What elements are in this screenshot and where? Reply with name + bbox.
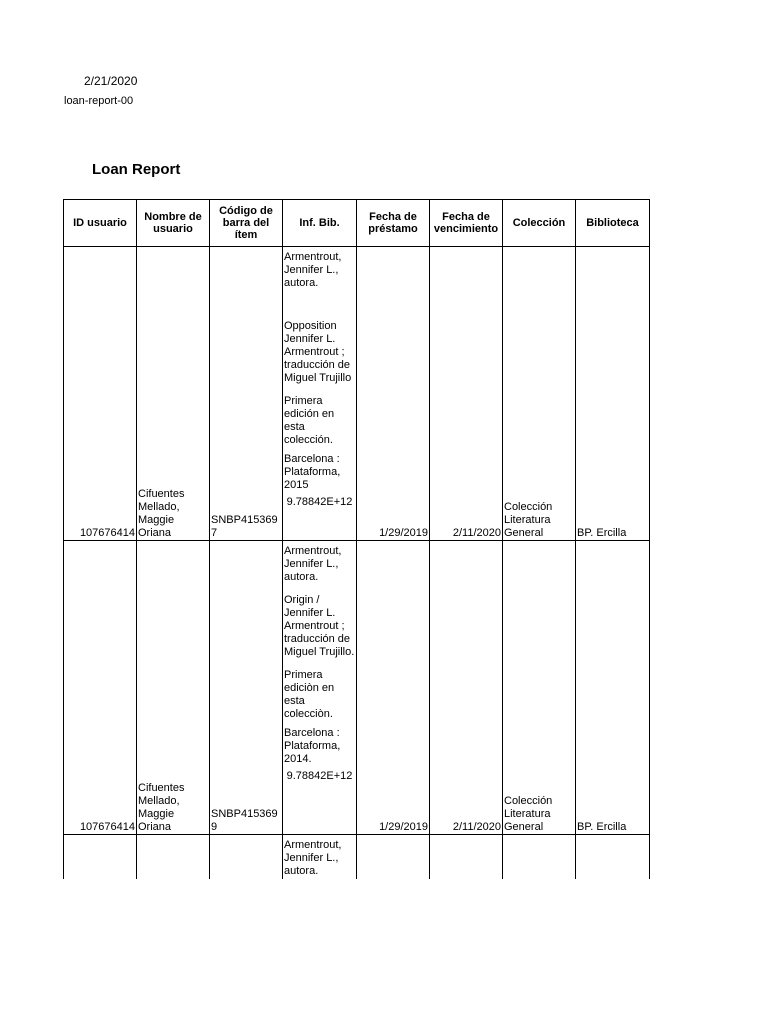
cell-user-name: Cifuentes Mellado, Maggie Oriana: [137, 247, 210, 541]
bib-title: Origin / Jennifer L. Armentrout ; traducción de Miguel Trujillo.: [284, 594, 355, 658]
report-date: 2/21/2020: [84, 74, 138, 88]
cell-collection: Colección Literatura General: [503, 541, 576, 835]
col-header-bib-info: Inf. Bib.: [283, 200, 357, 247]
cell-collection: Colección Literatura General: [503, 247, 576, 541]
bib-publisher: Barcelona : Plataforma, 2015: [284, 453, 341, 491]
table-header-row: [64, 200, 650, 247]
cell-library: BP. Ercilla: [576, 541, 650, 835]
col-header-barcode: Código de barra del ítem: [210, 200, 283, 247]
col-header-library: Biblioteca: [576, 200, 650, 247]
report-id: loan-report-00: [64, 95, 134, 107]
table-row: [64, 835, 650, 880]
cell-user-id: 107676414: [64, 541, 137, 835]
cell-due-date: [430, 835, 503, 880]
cell-barcode: SNBP4153697: [210, 247, 283, 541]
cell-due-date: 2/11/2020: [430, 541, 503, 835]
cell-loan-date: 1/29/2019: [357, 541, 430, 835]
cell-due-date: 2/11/2020: [430, 247, 503, 541]
bib-isbn: 9.78842E+12: [286, 770, 353, 782]
bib-edition: Primera edición en esta colección.: [284, 395, 335, 446]
cell-bib-info: [283, 835, 357, 880]
cell-library: [576, 835, 650, 880]
cell-user-name: [137, 835, 210, 880]
bib-publisher: Barcelona : Plataforma, 2014.: [284, 727, 341, 765]
cell-library: BP. Ercilla: [576, 247, 650, 541]
cell-bib-info: [283, 541, 357, 835]
cell-barcode: SNBP4153699: [210, 541, 283, 835]
cell-user-name: Cifuentes Mellado, Maggie Oriana: [137, 541, 210, 835]
cell-barcode: [210, 835, 283, 880]
bib-isbn: 9.78842E+12: [286, 496, 353, 508]
table-row: [64, 247, 650, 541]
cell-bib-info: [283, 247, 357, 541]
bib-author: Armentrout, Jennifer L., autora.: [284, 251, 342, 289]
cell-loan-date: [357, 835, 430, 880]
col-header-due-date: Fecha de vencimiento: [430, 200, 503, 247]
cell-user-id: 107676414: [64, 247, 137, 541]
col-header-user-name: Nombre de usuario: [137, 200, 210, 247]
bib-edition: Primera ediciòn en esta colecciòn.: [284, 669, 335, 720]
bib-title: Opposition Jennifer L. Armentrout ; traducción de Miguel Trujillo: [284, 320, 352, 384]
bib-author: Armentrout, Jennifer L., autora.: [284, 839, 342, 877]
loan-table: [63, 199, 650, 879]
cell-user-id: [64, 835, 137, 880]
col-header-user-id: ID usuario: [64, 200, 137, 247]
col-header-collection: Colección: [503, 200, 576, 247]
col-header-loan-date: Fecha de préstamo: [357, 200, 430, 247]
bib-author: Armentrout, Jennifer L., autora.: [284, 545, 342, 583]
cell-loan-date: 1/29/2019: [357, 247, 430, 541]
table-row: [64, 541, 650, 835]
page-title: Loan Report: [92, 161, 181, 178]
cell-collection: [503, 835, 576, 880]
